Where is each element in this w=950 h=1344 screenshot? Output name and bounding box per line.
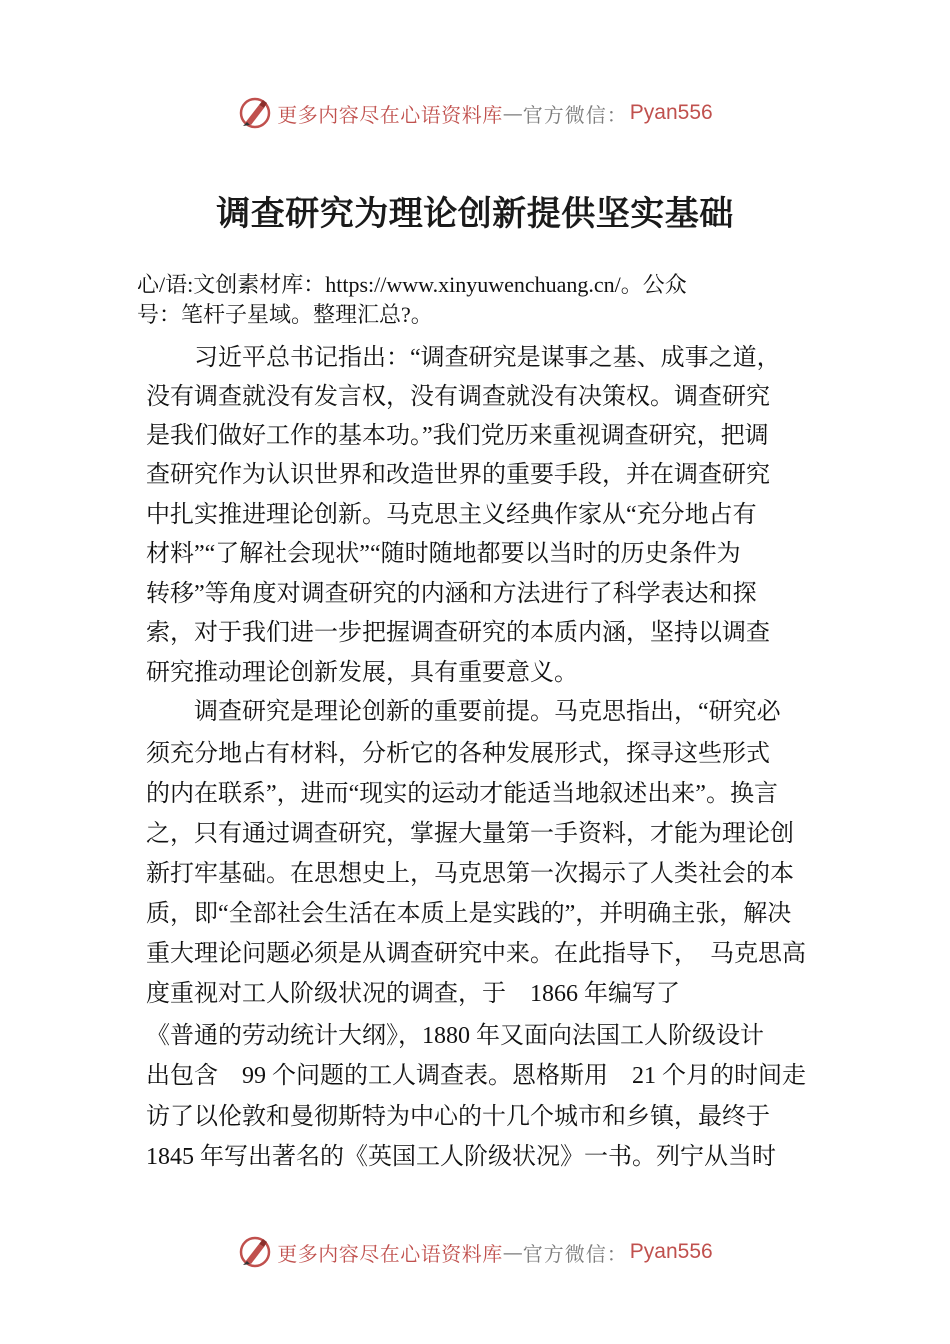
header-banner (0, 93, 950, 133)
banner-text: 更多内容尽在心语资料库 (277, 102, 503, 127)
source-note (137, 270, 827, 330)
body-line: 之，只有通过调查研究，掌握大量第一手资料，才能为理论创 (146, 821, 794, 847)
body-line: 质，即“全部社会生活在本质上是实践的”，并明确主张，解决 (146, 901, 792, 927)
pen-logo-icon (237, 95, 273, 131)
body-line: 习近平总书记指出：“调查研究是谋事之基、成事之道， (146, 345, 781, 371)
body-line: 的内在联系”，进而“现实的运动才能适当地叙述出来”。换言 (146, 781, 778, 807)
body-line: 访了以伦敦和曼彻斯特为中心的十几个城市和乡镇，最终于 (146, 1104, 770, 1130)
body-line: 索，对于我们进一步把握调查研究的本质内涵，坚持以调查 (146, 620, 770, 646)
body-line: 须充分地占有材料，分析它的各种发展形式，探寻这些形式 (146, 741, 770, 767)
body-line: 度重视对工人阶级状况的调查，于 1866 年编写了 (146, 981, 680, 1007)
body-line: 出包含 99 个问题的工人调查表。恩格斯用 21 个月的时间走 (146, 1063, 806, 1089)
body-line: 材料”“了解社会现状”“随时随地都要以当时的历史条件为 (146, 541, 741, 567)
source-line: 心/语:文创素材库：https://www.xinyuwenchuang.cn/。公众 (137, 272, 687, 297)
body-line: 转移”等角度对调查研究的内涵和方法进行了科学表达和探 (146, 581, 757, 607)
body-line: 1845 年写出著名的《英国工人阶级状况》一书。列宁从当时 (146, 1144, 776, 1170)
banner-wechat-label: 官方微信： (522, 102, 628, 127)
banner-wechat-label: 官方微信： (522, 1241, 628, 1266)
banner-wechat-id: Pyan556 (629, 1240, 713, 1263)
body-line: 没有调查就没有发言权，没有调查就没有决策权。调查研究 (146, 384, 770, 410)
footer-banner (0, 1232, 950, 1272)
document-title: 调查研究为理论创新提供坚实基础 (216, 194, 734, 234)
banner-text: 更多内容尽在心语资料库 (277, 1241, 503, 1266)
source-line: 号：笔杆子星域。整理汇总?。 (137, 302, 433, 327)
banner-wechat-id: Pyan556 (629, 101, 713, 124)
body-line: 新打牢基础。在思想史上，马克思第一次揭示了人类社会的本 (146, 861, 794, 887)
body-line: 中扎实推进理论创新。马克思主义经典作家从“充分地占有 (146, 502, 757, 528)
body-line: 重大理论问题必须是从调查研究中来。在此指导下， 马克思高 (146, 941, 806, 967)
banner-separator: — (502, 1240, 523, 1264)
body-line: 研究推动理论创新发展，具有重要意义。 (146, 660, 578, 686)
body-line: 调查研究是理论创新的重要前提。马克思指出，“研究必 (146, 699, 781, 725)
banner-separator: — (502, 101, 523, 125)
body-line: 查研究作为认识世界和改造世界的重要手段，并在调查研究 (146, 462, 770, 488)
pen-logo-icon (237, 1234, 273, 1270)
body-line: 是我们做好工作的基本功。”我们党历来重视调查研究，把调 (146, 423, 769, 449)
body-line: 《普通的劳动统计大纲》，1880 年又面向法国工人阶级设计 (146, 1023, 764, 1049)
